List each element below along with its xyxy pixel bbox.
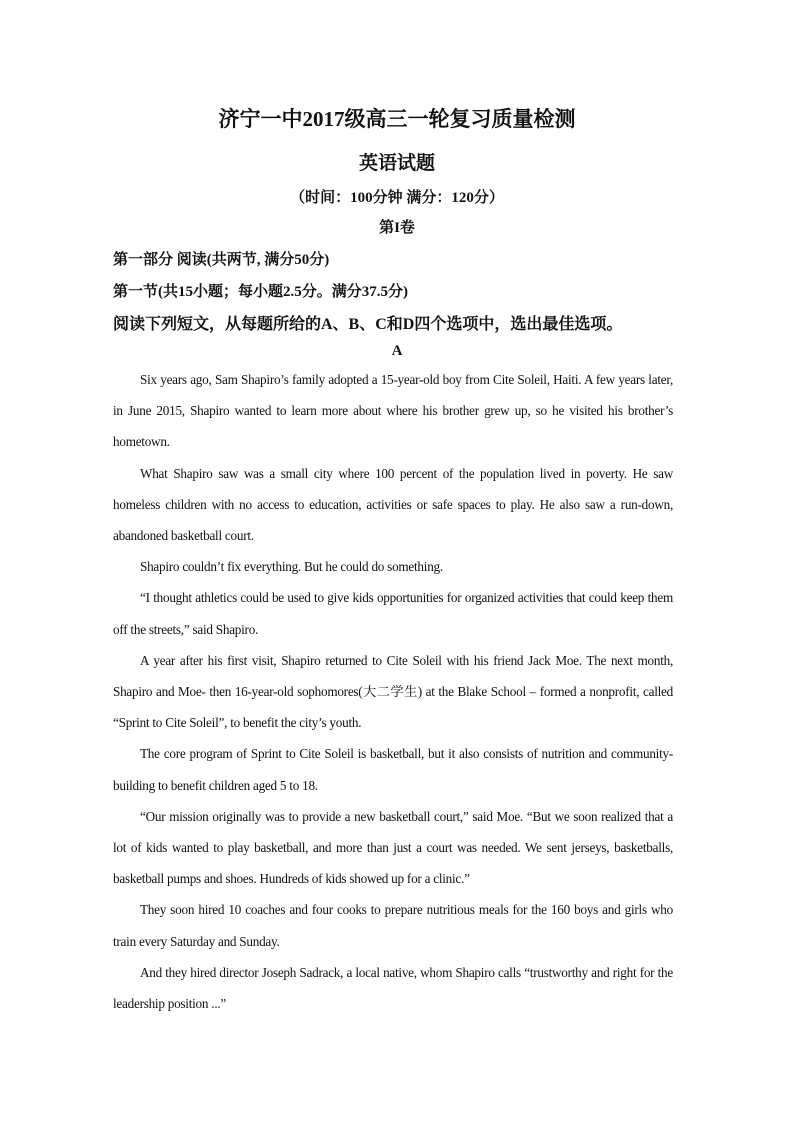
exam-subtitle: 英语试题 xyxy=(358,153,435,174)
part-heading: 第一部分 阅读(共两节, 满分50分) xyxy=(113,252,330,268)
passage-paragraph-5: A year after his first visit, Shapiro returned to Cite Soleil with his friend Jack Moe. The next month, Shapiro and Moe- then 16-year-old sophomores(大二学生) at the Blake School – formed a nonprofit, called “Sprint to Cite Soleil”, to benefit the city’s youth. xyxy=(113,652,673,731)
passage-paragraph-8: They soon hired 10 coaches and four cooks to prepare nutritious meals for the 160 boys and girls who train every Saturday and Sunday. xyxy=(113,902,673,949)
passage-paragraph-1: Six years ago, Sam Shapiro’s family adopted a 15-year-old boy from Cite Soleil, Haiti. A few years later, in June 2015, Shapiro wanted to learn more about where his brother grew up, so he visited his brother’s hometown. xyxy=(113,372,673,450)
passage-paragraph-9: And they hired director Joseph Sadrack, a local native, whom Shapiro calls “trustworthy and right for the leadership position ...” xyxy=(113,964,673,1012)
reading-instructions: 阅读下列短文，从每题所给的A、B、C和D四个选项中，选出最佳选项。 xyxy=(113,316,623,333)
passage-paragraph-4: “I thought athletics could be used to give kids opportunities for organized activities that could keep them off the streets,” said Shapiro. xyxy=(113,590,673,637)
exam-time-info: （时间：100分钟 满分：120分） xyxy=(290,190,504,206)
exam-volume: 第I卷 xyxy=(379,220,415,236)
passage-paragraph-3: Shapiro couldn’t fix everything. But he could do something. xyxy=(140,559,443,575)
section-heading: 第一节(共15小题；每小题2.5分。满分37.5分) xyxy=(113,284,408,300)
reading-passage xyxy=(113,364,673,1019)
passage-paragraph-2: What Shapiro saw was a small city where 100 percent of the population lived in poverty. He saw homeless children with no access to education, activities or safe spaces to play. He also saw a run-down, abandoned basketball court. xyxy=(113,465,673,544)
passage-paragraph-7: “Our mission originally was to provide a new basketball court,” said Moe. “But we soon realized that a lot of kids wanted to play basketball, and more than just a court was needed. We sent jerseys, basketballs, basketball pumps and shoes. Hundreds of kids showed up for a clinic.” xyxy=(113,808,673,887)
passage-paragraph-6: The core program of Sprint to Cite Soleil is basketball, but it also consists of nutrition and community-building to benefit children aged 5 to 18. xyxy=(113,746,673,793)
passage-letter: A xyxy=(391,343,403,359)
exam-title: 济宁一中2017级高三一轮复习质量检测 xyxy=(218,107,576,131)
